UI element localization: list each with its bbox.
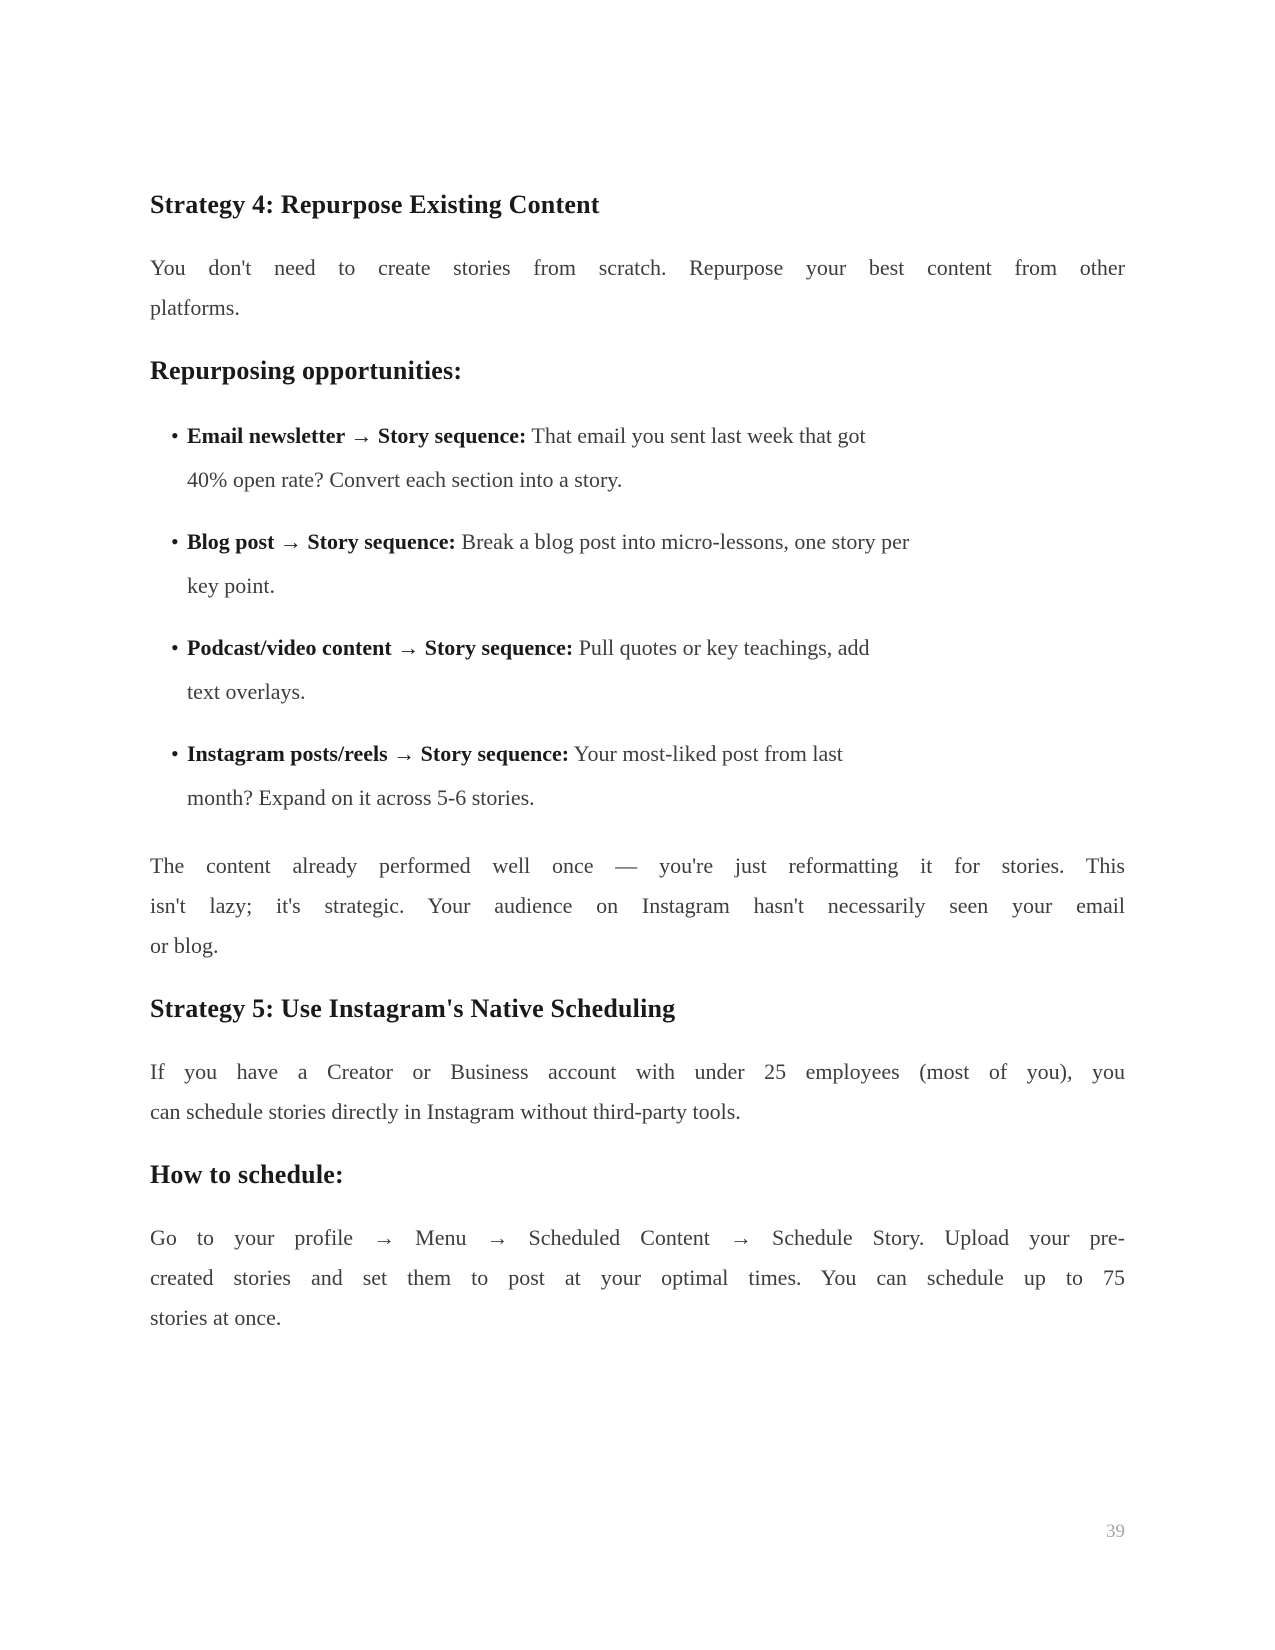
list-item: [150, 732, 1125, 820]
text-line: [150, 1218, 1125, 1258]
list-item: [150, 414, 1125, 502]
text-line: [187, 520, 1125, 564]
text-segment: text overlays.: [187, 679, 306, 704]
bold-lead: Instagram posts/reels → Story sequence:: [187, 741, 570, 766]
bold-lead: Podcast/video content → Story sequence:: [187, 635, 574, 660]
heading-how-to-schedule: How to schedule:: [150, 1160, 344, 1189]
paragraph-how-to: [150, 1218, 1125, 1338]
text-segment: platforms.: [150, 295, 240, 320]
text-line: [150, 926, 1125, 966]
text-segment: Your most-liked post from last: [569, 741, 843, 766]
text-segment: month? Expand on it across 5-6 stories.: [187, 785, 535, 810]
text-segment: If you have a Creator or Business account with under 25 employees (most of you), you: [150, 1059, 1125, 1084]
text-line: [150, 248, 1125, 288]
text-segment: That email you sent last week that got: [526, 423, 866, 448]
text-segment: stories at once.: [150, 1305, 282, 1330]
text-line: [150, 846, 1125, 886]
list-item: [150, 520, 1125, 608]
text-segment: Pull quotes or key teachings, add: [573, 635, 870, 660]
text-segment: isn't lazy; it's strategic. Your audience on Instagram hasn't necessarily seen your email: [150, 893, 1125, 918]
text-segment: created stories and set them to post at your optimal times. You can schedule up to 75: [150, 1265, 1125, 1290]
text-segment: Break a blog post into micro-lessons, one story per: [455, 529, 910, 554]
text-line: [150, 1298, 1125, 1338]
text-line: [187, 776, 1125, 820]
text-line: [187, 670, 1125, 714]
heading-strategy-5: Strategy 5: Use Instagram's Native Scheduling: [150, 994, 676, 1023]
text-line: [187, 458, 1125, 502]
list-item: [150, 626, 1125, 714]
text-segment: 40% open rate? Convert each section into a story.: [187, 467, 623, 492]
text-segment: or blog.: [150, 933, 219, 958]
repurposing-list: [150, 414, 1125, 820]
paragraph-intro: [150, 248, 1125, 328]
text-line: [150, 1258, 1125, 1298]
text-line: [150, 1052, 1125, 1092]
text-line: [187, 626, 1125, 670]
bold-lead: Blog post → Story sequence:: [187, 529, 456, 554]
bold-lead: Email newsletter → Story sequence:: [187, 423, 527, 448]
heading-repurposing-opportunities: Repurposing opportunities:: [150, 356, 463, 385]
text-line: [150, 288, 1125, 328]
text-line: [150, 886, 1125, 926]
text-segment: The content already performed well once — you're just reformatting it for stories. This: [150, 853, 1125, 878]
text-line: [187, 564, 1125, 608]
text-line: [187, 732, 1125, 776]
page-number: 39: [1106, 1521, 1125, 1542]
paragraph-scheduling: [150, 1052, 1125, 1132]
text-line: [187, 414, 1125, 458]
text-segment: Go to your profile → Menu → Scheduled Content → Schedule Story. Upload your pre-: [150, 1225, 1125, 1250]
text-line: [150, 1092, 1125, 1132]
text-segment: can schedule stories directly in Instagram without third-party tools.: [150, 1099, 741, 1124]
heading-strategy-4: Strategy 4: Repurpose Existing Content: [150, 190, 600, 219]
paragraph-reformat: [150, 846, 1125, 966]
text-segment: key point.: [187, 573, 275, 598]
text-segment: You don't need to create stories from scratch. Repurpose your best content from other: [150, 255, 1125, 280]
